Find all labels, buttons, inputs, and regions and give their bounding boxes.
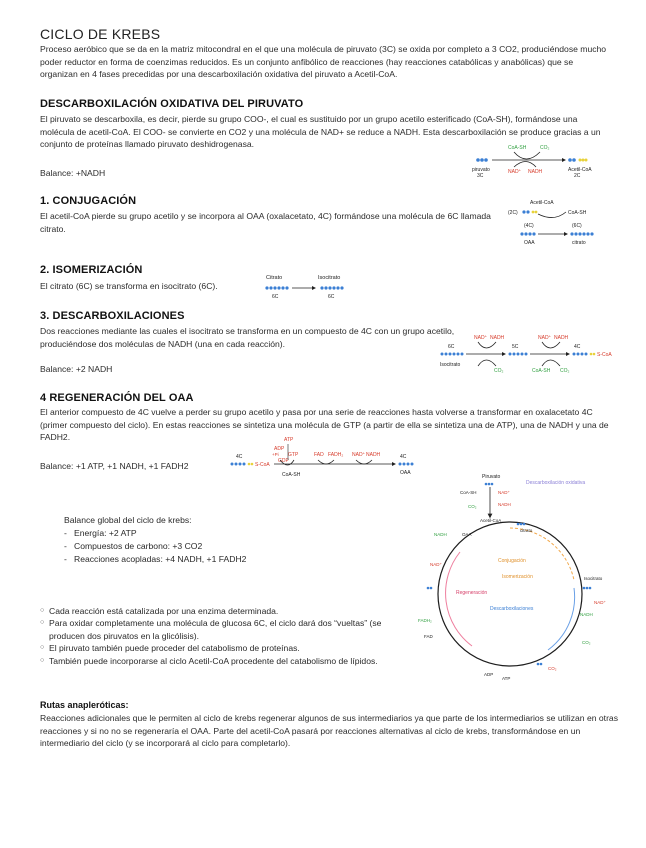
regen-scoa: S-CoA [255, 462, 270, 468]
cycle-molecules [427, 523, 592, 666]
decarbox-coash: CoA-SH [508, 145, 527, 151]
isom-6c-left: 6C [272, 294, 279, 300]
decarbox-heading: DESCARBOXILACIÓN OXIDATIVA DEL PIRUVATO [40, 98, 304, 110]
regen-coash: CoA-SH [282, 472, 301, 478]
cycle-descarboxilaciones: Descarboxilaciones [490, 606, 534, 612]
cycle-conjugacion: Conjugación [498, 558, 526, 564]
regen-fadh2: FADH₂ [328, 452, 344, 458]
note-item: ○ También puede incorporarse al ciclo Acetil-CoA procedente del catabolismo de lípidos. [40, 655, 378, 666]
cycle-isocitrato: Isocitrato [584, 576, 603, 581]
regen-fad: FAD [314, 452, 324, 458]
decarbox-3c-label: 3C [477, 173, 484, 179]
page-title: CICLO DE KREBS [40, 26, 161, 42]
isom-isocitrato: Isocitrato [318, 275, 341, 281]
cycle-oaa: OAA [462, 532, 472, 537]
global-balance-title: Balance global del ciclo de krebs: [64, 515, 192, 525]
isom-diagram [262, 272, 372, 302]
conj-6c: (6C) [572, 223, 582, 229]
conj-2c: (2C) [508, 210, 518, 216]
notes-list [40, 605, 395, 667]
regen-gtp: GTP [288, 452, 299, 458]
decarbox-acetilcoa-label: Acetil-CoA [568, 167, 592, 173]
cycle-conj-arc [510, 528, 574, 580]
decarbox-diagram [470, 142, 620, 182]
cycle-nadh-right: NADH [580, 612, 593, 617]
anap-paragraph: Reacciones adicionales que le permiten al ciclo de krebs regenerar algunos de sus intermediarios ya que parte de los intermediarios se utilizan en otras reacciones y si no no se regeneraría el OAA. Parte del acetil-CoA pasará por reacciones alternativas al ciclo de krebs, transformándose en un intermediario del ciclo (y se incorporará al ciclo para completarlo). [40, 713, 619, 749]
anap-heading: Rutas anapleróticas: [40, 700, 129, 710]
decarbox-acetylcoa-molecule [568, 158, 587, 162]
descarb-4c: 4C [574, 344, 581, 350]
cycle-fadh2: FADH₂ [418, 618, 432, 623]
cycle-nadh-top: NADH [498, 502, 511, 507]
cycle-citrato: citrato [520, 528, 533, 533]
conj-coash: CoA-SH [568, 210, 587, 216]
descarb-5c: 5C [512, 344, 519, 350]
cycle-regeneracion: Regeneración [456, 590, 488, 596]
regen-gdp: GDP [278, 458, 289, 464]
isom-heading: 2. ISOMERIZACIÓN [40, 264, 143, 276]
regen-4c-end: 4C [400, 454, 407, 460]
regen-paragraph: El anterior compuesto de 4C vuelve a perder su grupo acetilo y pasa por una serie de reacciones hasta volverse a transformar en oxalacetato 4C (primer compuesto del ciclo). En estas reacciones se sintetiza una molécula de GTP (a partir de ella se sintetiza una de ATP), una de NADH y una de FADH2. [40, 407, 609, 443]
descarb-co2-2: CO₂ [560, 368, 570, 374]
descarb-6c: 6C [448, 344, 455, 350]
descarb-scoa: S-CoA [597, 352, 612, 358]
cycle-nad-left: NAD⁺ [430, 562, 442, 567]
cycle-isomerizacion: Isomerización [502, 574, 533, 580]
conj-citrato: citrato [572, 240, 586, 246]
cycle-descarb-ox: Descarboxilación oxidativa [526, 480, 586, 486]
descarb-heading: 3. DESCARBOXILACIONES [40, 310, 185, 322]
descarb-isocitrato: Isocitrato [440, 362, 461, 368]
global-balance-list [64, 527, 246, 566]
note-item: ○ Cada reacción está catalizada por una enzima determinada. [40, 606, 279, 616]
decarbox-balance: Balance: +NADH [40, 168, 106, 178]
descarb-diagram [440, 332, 620, 376]
decarbox-pyruvate-molecule [476, 158, 488, 162]
conj-4c: (4C) [524, 223, 534, 229]
note-item: ○ Para oxidar completamente una molécula de glucosa 6C, el ciclo dará dos “vueltas” (se producen dos piruvatos en la glicólisis). [40, 618, 382, 641]
conj-heading: 1. CONJUGACIÓN [40, 195, 137, 207]
cycle-coash: CoA-SH [460, 490, 477, 495]
cycle-nad-right: NAD⁺ [594, 600, 606, 605]
regen-oaa: OAA [400, 470, 411, 476]
cycle-nadh-left: NADH [434, 532, 447, 537]
regen-pi: +Pi [272, 452, 279, 457]
cycle-co2-top: CO₂ [468, 504, 477, 509]
cycle-nad-top: NAD⁺ [498, 490, 510, 495]
cycle-piruvato: Piruvato [482, 474, 501, 480]
regen-balance: Balance: +1 ATP, +1 NADH, +1 FADH2 [40, 461, 189, 471]
descarb-co2-1: CO₂ [494, 368, 504, 374]
descarb-coash: CoA-SH [532, 368, 551, 374]
descarb-nad-1: NAD⁺ [474, 335, 488, 341]
global-balance-item: - Compuestos de carbono: +3 CO2 [64, 541, 203, 551]
regen-nadh: NADH [366, 452, 381, 458]
regen-4c: 4C [236, 454, 243, 460]
global-balance-item: - Energía: +2 ATP [64, 528, 137, 538]
regen-atp: ATP [284, 437, 294, 443]
descarb-nadh-2: NADH [554, 335, 569, 341]
decarbox-nadh: NADH [528, 169, 543, 175]
krebs-cycle-diagram [398, 470, 634, 690]
descarb-nad-2: NAD⁺ [538, 335, 552, 341]
decarbox-nad: NAD⁺ [508, 169, 522, 175]
conj-oaa: OAA [524, 240, 535, 246]
decarbox-paragraph: El piruvato se descarboxila, es decir, pierde su grupo COO-, el cual es sustituido por un grupo acetilo esterificado (CoA-SH), formándose una molécula de acetil-CoA. El COO- se convierte en CO2 y una molécula de NAD+ se reduce a NADH. Esta descarboxilación se produce gracias a un conjunto de proteínas llamado piruvato deshidrogenasa. [40, 114, 601, 150]
intro-paragraph: Proceso aeróbico que se da en la matriz mitocondral en el que una molécula de piruvato (3C) se oxida por completo a 3 CO2, produciéndose mucho poder reductor en forma de coenzimas reducidos. Es un conjunto anfibólico de reacciones (hay reacciones catabólicas y anabólicas) que se organizan en 4 fases precedidas por una descarboxilación oxidativa del piruvato a Acetil-CoA. [40, 44, 607, 80]
decarbox-piruvato-label: piruvato [472, 167, 490, 173]
regen-heading: 4 REGENERACIÓN DEL OAA [40, 392, 194, 404]
isom-6c-right: 6C [328, 294, 335, 300]
descarb-balance: Balance: +2 NADH [40, 364, 113, 374]
isom-citrato: Citrato [266, 275, 283, 281]
regen-diagram [228, 434, 418, 478]
descarb-paragraph: Dos reacciones mediante las cuales el isocitrato se transforma en un compuesto de 4C con un grupo acetilo, produciéndose dos moléculas de NADH (una en cada reacción). [40, 326, 455, 349]
conj-acetilcoa: Acetil-CoA [530, 200, 554, 206]
note-item: ○ El piruvato también puede proceder del catabolismo de proteínas. [40, 643, 300, 654]
conj-diagram [508, 198, 608, 248]
global-balance-item: - Reacciones acopladas: +4 NADH, +1 FADH2 [64, 554, 247, 564]
regen-adp: ADP [274, 446, 285, 452]
decarbox-co2: CO₂ [540, 145, 550, 151]
cycle-co2-bottom: CO₂ [548, 666, 557, 671]
conj-paragraph: El acetil-CoA pierde su grupo acetilo y se incorpora al OAA (oxalacetato, 4C) formándose una molécula de 6C llamada citrato. [40, 211, 491, 234]
cycle-atp: ATP [502, 676, 511, 681]
isom-paragraph: El citrato (6C) se transforma en isocitrato (6C). [40, 281, 218, 291]
regen-nad: NAD⁺ [352, 452, 366, 458]
decarbox-2c-label: 2C [574, 173, 581, 179]
cycle-fad: FAD [424, 634, 433, 639]
cycle-acetilcoa: Acetil-CoA [480, 518, 502, 523]
cycle-co2-right: CO₂ [582, 640, 591, 645]
descarb-nadh-1: NADH [490, 335, 505, 341]
cycle-adp: ADP [484, 672, 494, 677]
